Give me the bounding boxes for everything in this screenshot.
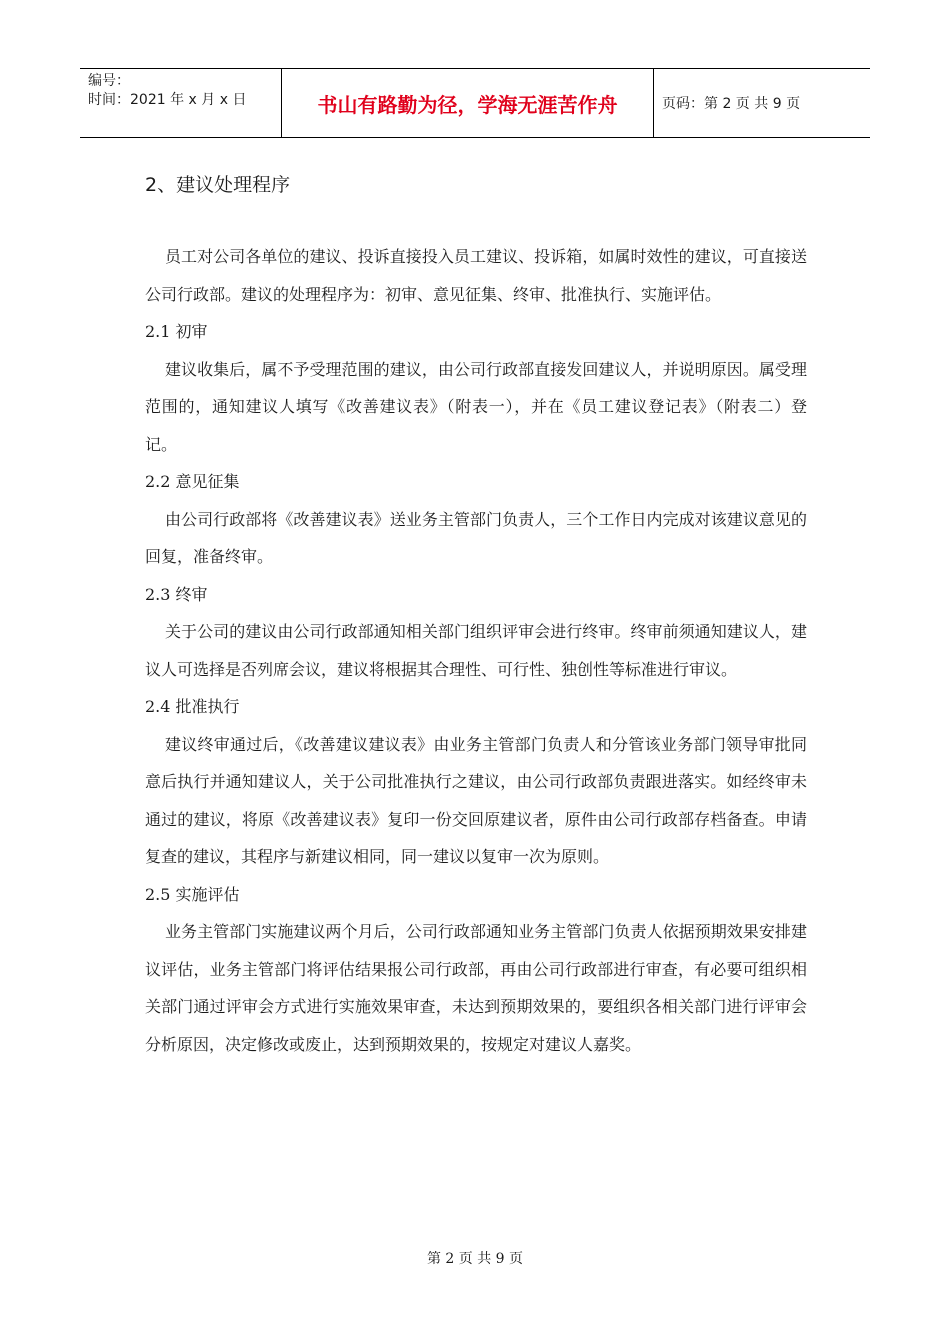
subsection-body: 业务主管部门实施建议两个月后，公司行政部通知业务主管部门负责人依据预期效果安排建议评估，业务主管部门将评估结果报公司行政部，再由公司行政部进行审查，有必要可组织相关部门通过评审会方式进行实施效果审查，未达到预期效果的，要组织各相关部门进行评审会分析原因，决定修改或废止，达到预期效果的，按规定对建议人嘉奖。 <box>145 922 807 1054</box>
subsection-heading: 2.4 批准执行 <box>145 697 240 716</box>
page-header <box>80 68 870 138</box>
page-footer: 第 2 页 共 9 页 <box>426 1251 524 1267</box>
subsection-body: 建议收集后，属不予受理范围的建议，由公司行政部直接发回建议人，并说明原因。属受理范围的，通知建议人填写《改善建议表》（附表一），并在《员工建议登记表》（附表二）登记。 <box>145 359 807 454</box>
header-meta <box>80 69 282 137</box>
subsection-heading: 2.2 意见征集 <box>145 472 240 491</box>
subsection-body: 关于公司的建议由公司行政部通知相关部门组织评审会进行终审。终审前须通知建议人，建议人可选择是否列席会议，建议将根据其合理性、可行性、独创性等标准进行审议。 <box>145 622 807 679</box>
subsection-heading: 2.5 实施评估 <box>145 884 240 904</box>
header-page-info: 页码：第 2 页 共 9 页 <box>662 96 801 112</box>
subsection-body: 建议终审通过后，《改善建议建议表》由业务主管部门负责人和分管该业务部门领导审批同意后执行并通知建议人，关于公司批准执行之建议，由公司行政部负责跟进落实。如经终审未通过的建议，将原《改善建议表》复印一份交回原建议者，原件由公司行政部存档备查。申请复查的建议，其程序与新建议相同，同一建议以复审一次为原则。 <box>145 734 807 866</box>
subsection-body: 由公司行政部将《改善建议表》送业务主管部门负责人，三个工作日内完成对该建议意见的回复，准备终审。 <box>145 509 807 566</box>
header-motto: 书山有路勤为径，学海无涯苦作舟 <box>282 69 654 137</box>
intro-paragraph: 员工对公司各单位的建议、投诉直接投入员工建议、投诉箱，如属时效性的建议，可直接送公司行政部。建议的处理程序为：初审、意见征集、终审、批准执行、实施评估。 <box>145 247 807 304</box>
date-line: 时间：2021 年 x 月 x 日 <box>88 92 247 108</box>
serial-label: 编号： <box>88 73 130 89</box>
subsection-heading: 2.1 初审 <box>145 322 208 341</box>
document-body <box>145 168 807 1063</box>
subsection-heading: 2.3 终审 <box>145 584 208 604</box>
section-title: 2、建议处理程序 <box>145 174 291 196</box>
